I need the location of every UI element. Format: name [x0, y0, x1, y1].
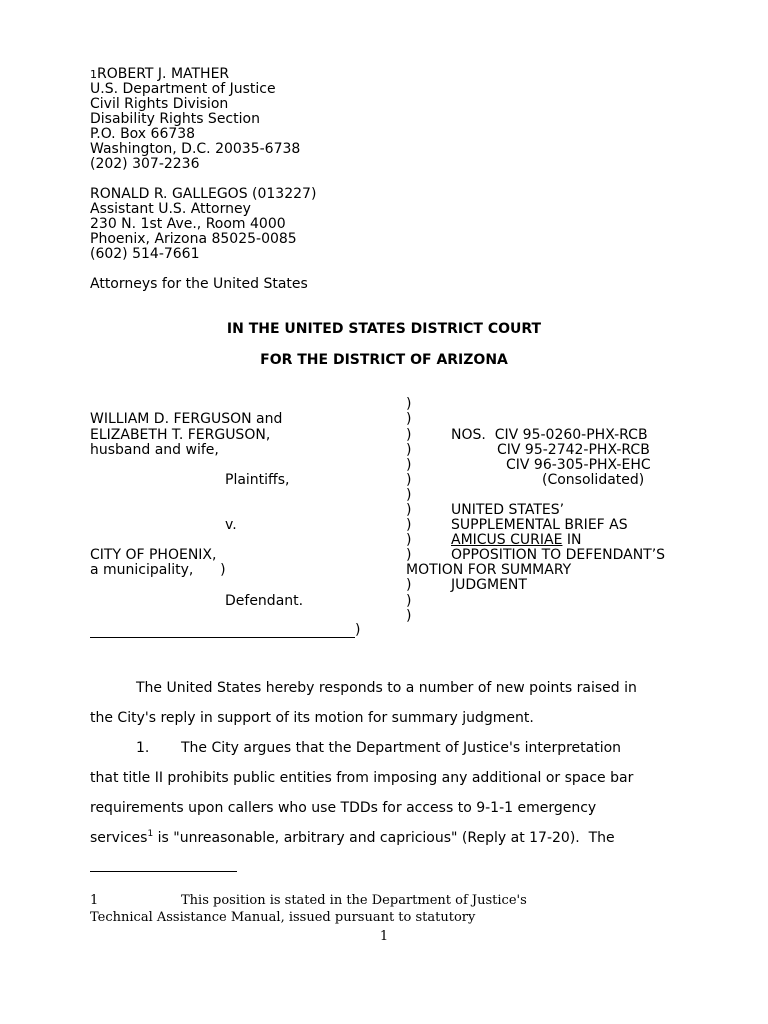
attorney2-street-line: 230 N. 1st Ave., Room 4000: [90, 216, 286, 232]
paren: ): [406, 487, 412, 503]
caption-rule: [90, 637, 355, 638]
paren: ): [406, 577, 412, 593]
body-para2-number: 1.: [136, 740, 150, 756]
case-number-3: CIV 96-305-PHX-EHC: [506, 457, 651, 473]
body-para2-line1: The City argues that the Department of Justice's interpretation: [181, 740, 622, 756]
paren: ): [406, 532, 412, 548]
plaintiff-line-2: ELIZABETH T. FERGUSON,: [90, 427, 271, 443]
attorney2-title-line: Assistant U.S. Attorney: [90, 201, 251, 217]
attorneys-for-line: Attorneys for the United States: [90, 276, 308, 292]
body-para2-line4: services$^1$ is "unreasonable, arbitrary and capricious" (Reply at 17-20). The: [90, 829, 615, 846]
plaintiff-line-1: WILLIAM D. FERGUSON and: [90, 411, 283, 427]
court-heading: IN THE UNITED STATES DISTRICT COURT: [226, 321, 542, 337]
paren: ): [406, 593, 412, 609]
paren: ): [406, 608, 412, 624]
attorney2-city-line: Phoenix, Arizona 85025-0085: [90, 231, 297, 247]
body-para1-line2: the City's reply in support of its motion for summary judgment.: [90, 710, 534, 726]
brief-title-line-5: MOTION FOR SUMMARY: [406, 562, 572, 578]
consolidated-label: (Consolidated): [542, 472, 645, 488]
paren: ): [406, 517, 412, 533]
paren: ): [406, 411, 412, 427]
body-para2-line3: requirements upon callers who use TDDs for access to 9-1-1 emergency: [90, 800, 597, 816]
attorney-phone-line: (202) 307-2236: [90, 156, 200, 172]
footnote-reference: 1: [147, 829, 154, 839]
plaintiff-line-3: husband and wife,: [90, 442, 219, 458]
brief-title-line-3: AMICUS CURIAE IN: [451, 532, 582, 548]
brief-title-line-2: SUPPLEMENTAL BRIEF AS: [451, 517, 628, 533]
footnote-line-2: Technical Assistance Manual, issued pursuant to statutory: [90, 910, 476, 925]
footnote-separator: [90, 871, 237, 872]
paren: ): [406, 547, 412, 563]
attorney-section-line: Disability Rights Section: [90, 111, 260, 127]
attorney2-name-line: RONALD R. GALLEGOS (013227): [90, 186, 317, 202]
attorney-pobox-line: P.O. Box 66738: [90, 126, 196, 142]
defendant-line-2: a municipality, ): [90, 562, 226, 578]
paren: ): [406, 472, 412, 488]
attorney2-phone-line: (602) 514-7661: [90, 246, 200, 262]
district-heading: FOR THE DISTRICT OF ARIZONA: [260, 352, 508, 368]
case-number-2: CIV 95-2742-PHX-RCB: [497, 442, 650, 458]
body-para1-line1: The United States hereby responds to a number of new points raised in: [136, 680, 637, 696]
attorney-office-line: U.S. Department of Justice: [90, 81, 276, 97]
page-number: 1: [379, 929, 389, 944]
versus-label: v.: [225, 517, 237, 533]
paren: ): [406, 427, 412, 443]
brief-title-line-1: UNITED STATES’: [451, 502, 565, 518]
brief-title-line-6: JUDGMENT: [451, 577, 527, 593]
attorney-city-line: Washington, D.C. 20035-6738: [90, 141, 301, 157]
defendant-line-1: CITY OF PHOENIX,: [90, 547, 217, 563]
footnote-line-1: This position is stated in the Department of Justice's: [181, 893, 527, 908]
attorney-division-line: Civil Rights Division: [90, 96, 229, 112]
paren: ): [406, 502, 412, 518]
attorney-name-line: 1ROBERT J. MATHER: [90, 66, 230, 82]
plaintiffs-label: Plaintiffs,: [225, 472, 290, 488]
body-para2-line2: that title II prohibits public entities from imposing any additional or space bar: [90, 770, 634, 786]
case-number-1: NOS. CIV 95-0260-PHX-RCB: [451, 427, 648, 443]
brief-title-line-4: OPPOSITION TO DEFENDANT’S: [451, 547, 666, 563]
caption-rule-paren: ): [355, 622, 361, 638]
footnote-number: 1: [90, 893, 99, 908]
paren: ): [406, 457, 412, 473]
paren: ): [406, 442, 412, 458]
defendant-label: Defendant.: [225, 593, 304, 609]
paren: ): [406, 396, 412, 412]
